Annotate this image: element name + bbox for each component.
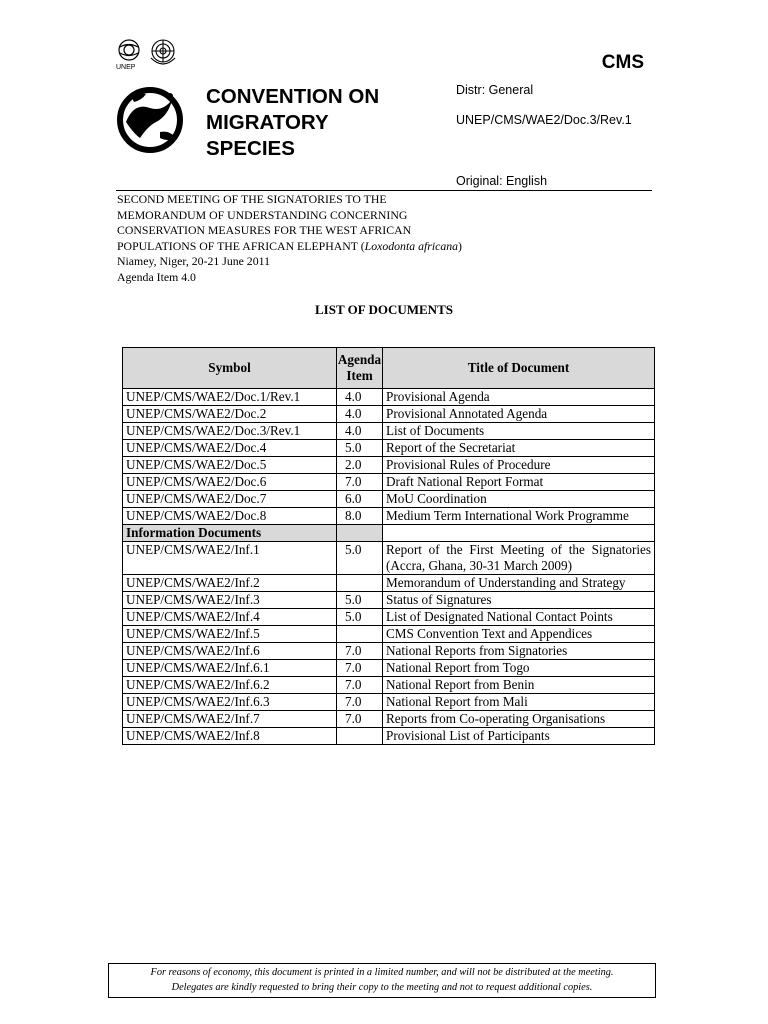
cell-title: CMS Convention Text and Appendices [383,626,655,643]
distribution: Distr: General [456,83,534,97]
convention-title [206,84,379,162]
section-row [123,525,655,542]
cell-symbol: UNEP/CMS/WAE2/Doc.6 [123,474,337,491]
cell-title: Draft National Report Format [383,474,655,491]
cell-title: Report of the First Meeting of the Signatories (Accra, Ghana, 30-31 March 2009) [383,542,655,575]
cell-symbol: UNEP/CMS/WAE2/Doc.5 [123,457,337,474]
cell-agenda-item: 4.0 [337,406,383,423]
cell-agenda-item: 7.0 [337,694,383,711]
cell-agenda-item [337,728,383,745]
cell-title: Memorandum of Understanding and Strategy [383,575,655,592]
table-row [123,423,655,440]
cell-agenda-item [337,575,383,592]
meeting-line-2: MEMORANDUM OF UNDERSTANDING CONCERNING [117,207,408,222]
cell-title: Provisional List of Participants [383,728,655,745]
cell-symbol: UNEP/CMS/WAE2/Inf.2 [123,575,337,592]
list-title: LIST OF DOCUMENTS [315,302,453,317]
cell-title: National Report from Mali [383,694,655,711]
cell-agenda-item: 5.0 [337,592,383,609]
documents-table [122,347,655,745]
cell-agenda-item: 7.0 [337,677,383,694]
cell-title: List of Designated National Contact Points [383,609,655,626]
meeting-line-3: CONSERVATION MEASURES FOR THE WEST AFRICAN [117,223,412,237]
footer-line-1: For reasons of economy, this document is printed in a limited number, and will not be distributed at the meeting. [150,967,614,978]
cell-title: Report of the Secretariat [383,440,655,457]
cell-agenda-item: 2.0 [337,457,383,474]
header-title: Title of Document [383,348,655,389]
footer-notice [108,963,656,998]
cell-symbol: UNEP/CMS/WAE2/Doc.2 [123,406,337,423]
cell-symbol: UNEP/CMS/WAE2/Doc.7 [123,491,337,508]
cell-title: Reports from Co-operating Organisations [383,711,655,728]
cell-agenda-item: 4.0 [337,389,383,406]
table-row [123,728,655,745]
header-agenda-item: Agenda Item [337,348,383,389]
cell-symbol: UNEP/CMS/WAE2/Inf.7 [123,711,337,728]
table-row [123,711,655,728]
cell-symbol: UNEP/CMS/WAE2/Doc.1/Rev.1 [123,389,337,406]
table-row [123,389,655,406]
section-label: Information Documents [123,525,337,542]
table-row [123,660,655,677]
table-row [123,474,655,491]
table-row [123,677,655,694]
unep-logo-icon [119,40,139,60]
cell-symbol: UNEP/CMS/WAE2/Inf.1 [123,542,337,575]
cell-title: MoU Coordination [383,491,655,508]
table-row [123,592,655,609]
cell-agenda-item: 5.0 [337,609,383,626]
header-symbol: Symbol [123,348,337,389]
title-line-2: MIGRATORY [206,111,329,134]
agenda-item: Agenda Item 4.0 [117,269,196,284]
cell-agenda-item: 8.0 [337,508,383,525]
cell-symbol: UNEP/CMS/WAE2/Inf.8 [123,728,337,745]
cell-title: Provisional Annotated Agenda [383,406,655,423]
table-row [123,457,655,474]
meeting-title [117,192,657,285]
table-row [123,626,655,643]
table-row [123,575,655,592]
table-row [123,406,655,423]
cell-title: National Report from Benin [383,677,655,694]
cell-symbol: UNEP/CMS/WAE2/Inf.6.2 [123,677,337,694]
cell-symbol: UNEP/CMS/WAE2/Doc.3/Rev.1 [123,423,337,440]
table-row [123,508,655,525]
header-divider [116,190,652,191]
cell-agenda-item: 7.0 [337,643,383,660]
table-row [123,609,655,626]
cell-agenda-item: 7.0 [337,711,383,728]
meeting-place: Niamey, Niger, 20-21 June 2011 [117,254,270,268]
cell-symbol: UNEP/CMS/WAE2/Inf.3 [123,592,337,609]
cell-agenda-item: 7.0 [337,660,383,677]
cell-title: List of Documents [383,423,655,440]
cell-agenda-item: 5.0 [337,542,383,575]
cell-agenda-item: 4.0 [337,423,383,440]
cell-agenda-item [337,626,383,643]
cell-symbol: UNEP/CMS/WAE2/Inf.5 [123,626,337,643]
meeting-line-1: SECOND MEETING OF THE SIGNATORIES TO THE [117,192,387,206]
cell-agenda-item: 7.0 [337,474,383,491]
unep-label: UNEP [116,64,136,71]
document-reference: UNEP/CMS/WAE2/Doc.3/Rev.1 [456,113,632,127]
table-row [123,643,655,660]
species-name: Loxodonta africana [364,238,459,253]
table-row [123,542,655,575]
cell-title: Status of Signatures [383,592,655,609]
cell-symbol: UNEP/CMS/WAE2/Inf.6.1 [123,660,337,677]
cell-agenda-item: 6.0 [337,491,383,508]
cell-symbol: UNEP/CMS/WAE2/Doc.8 [123,508,337,525]
cell-title: Medium Term International Work Programme [383,508,655,525]
cell-symbol: UNEP/CMS/WAE2/Inf.6 [123,643,337,660]
cell-symbol: UNEP/CMS/WAE2/Doc.4 [123,440,337,457]
table-row [123,491,655,508]
table-header-row [123,348,655,389]
cell-title: Provisional Rules of Procedure [383,457,655,474]
cell-symbol: UNEP/CMS/WAE2/Inf.4 [123,609,337,626]
cms-mark: CMS [601,52,644,73]
table-row [123,694,655,711]
cell-symbol: UNEP/CMS/WAE2/Inf.6.3 [123,694,337,711]
cell-title: National Reports from Signatories [383,643,655,660]
cms-bird-logo-icon [112,82,188,158]
table-row [123,440,655,457]
cell-title: National Report from Togo [383,660,655,677]
un-emblem-icon [151,40,175,64]
cell-agenda-item: 5.0 [337,440,383,457]
meeting-line-4: POPULATIONS OF THE AFRICAN ELEPHANT (Loxodonta africana) [117,238,462,253]
original-language: Original: English [456,174,548,188]
title-line-3: SPECIES [206,137,295,160]
title-line-1: CONVENTION ON [206,85,380,108]
footer-line-2: Delegates are kindly requested to bring their copy to the meeting and not to request additional copies. [171,982,593,993]
cell-title: Provisional Agenda [383,389,655,406]
